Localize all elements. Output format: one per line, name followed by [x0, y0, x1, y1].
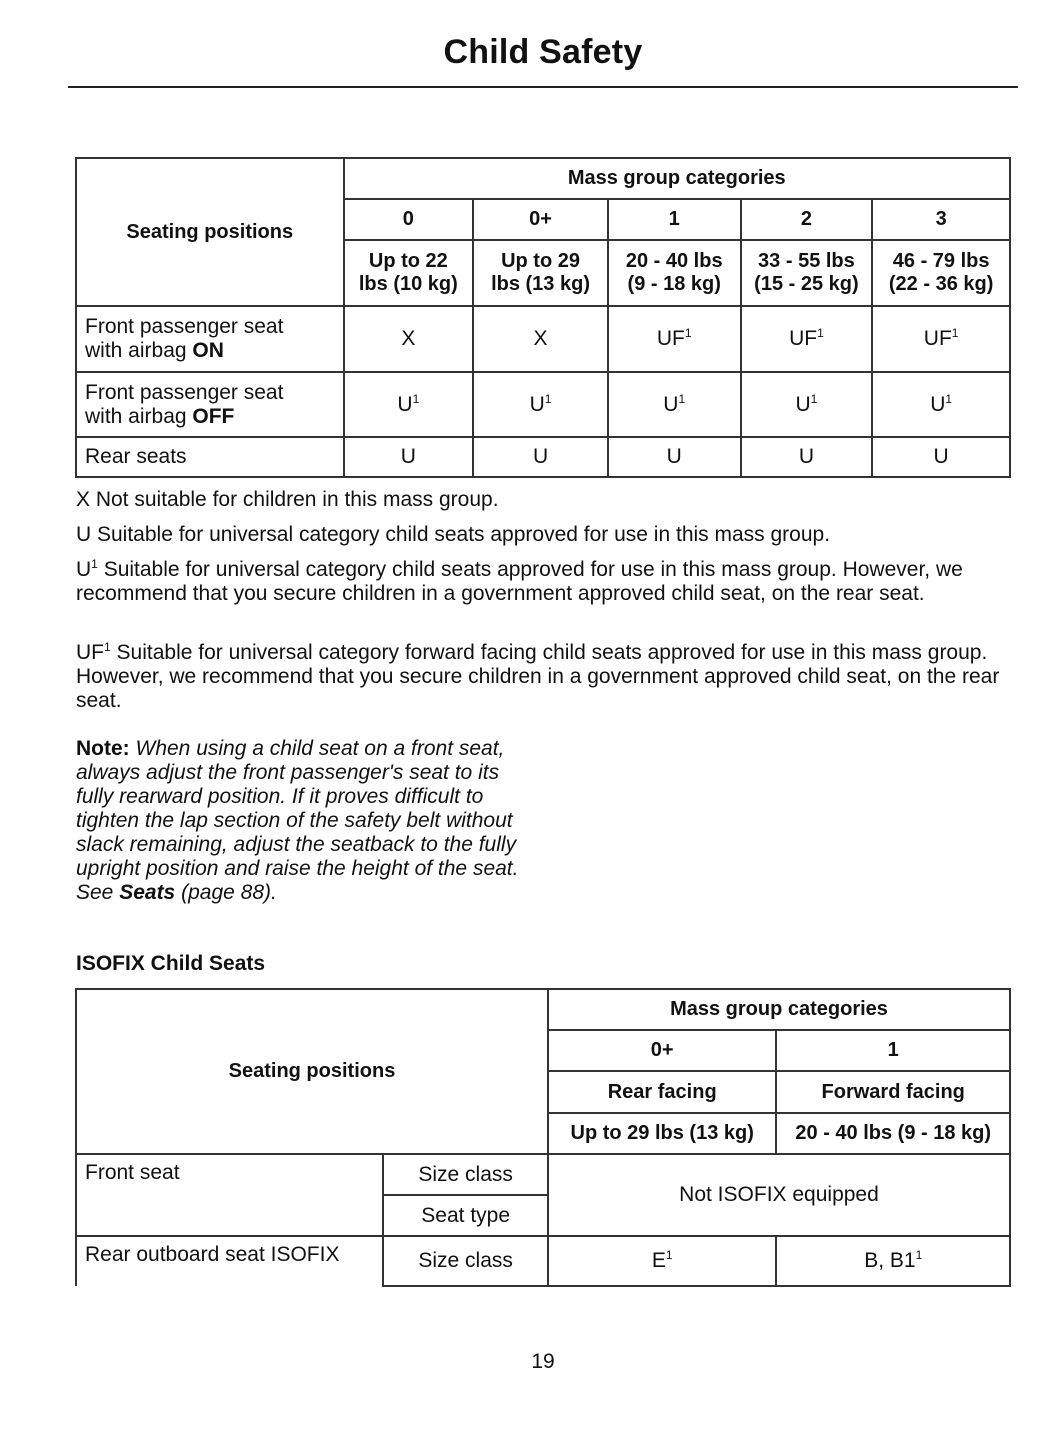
cell: $U^1$: [473, 372, 608, 437]
table-row: [76, 437, 1010, 477]
cell: $U^1$: [344, 372, 474, 437]
weight-range: Up to 22 lbs (10 kg): [344, 240, 474, 306]
cell: $UF^1$: [608, 306, 741, 372]
weight-range: 33 - 55 lbs (15 - 25 kg): [741, 240, 873, 306]
table-row: [76, 1236, 1010, 1286]
table-row: [76, 372, 1010, 437]
group-header: 3: [872, 199, 1010, 240]
page-number: 19: [531, 1350, 555, 1373]
table-row: [76, 1154, 1010, 1195]
row-label: Rear outboard seat ISOFIX: [76, 1236, 383, 1286]
cell: $UF^1$: [872, 306, 1010, 372]
legend-uf1: $UF^1$ Suitable for universal category forward facing child seats approved for use in this mass group. However, we recommend that you secure children in a government approved child seat, on the rear seat.: [76, 640, 1000, 712]
isofix-table: [75, 988, 1011, 1287]
group-header: 0+: [548, 1030, 776, 1071]
row-label: Front seat: [76, 1154, 383, 1236]
row-label: Front passenger seat with airbag OFF: [76, 372, 344, 437]
cell: X: [344, 306, 474, 372]
group-header: 0+: [473, 199, 608, 240]
cell: U: [608, 437, 741, 477]
weight-range: Up to 29 lbs (13 kg): [548, 1113, 776, 1154]
legend-x: X Not suitable for children in this mass group.: [76, 488, 499, 511]
group-header: 1: [608, 199, 741, 240]
cell: U: [344, 437, 474, 477]
legend-u: U Suitable for universal category child seats approved for use in this mass group.: [76, 523, 831, 546]
mass-group-header: Mass group categories: [344, 158, 1011, 199]
row-label: Rear seats: [76, 437, 344, 477]
child-seat-suitability-table: [75, 157, 1011, 478]
weight-range: 20 - 40 lbs (9 - 18 kg): [608, 240, 741, 306]
seating-positions-header: Seating positions: [76, 989, 548, 1154]
cell: B, $B1^1$: [776, 1236, 1010, 1286]
weight-range: Up to 29 lbs (13 kg): [473, 240, 608, 306]
cell: $U^1$: [608, 372, 741, 437]
group-header: 1: [776, 1030, 1010, 1071]
facing-header: Rear facing: [548, 1071, 776, 1113]
facing-header: Forward facing: [776, 1071, 1010, 1113]
note-paragraph: Note: When using a child seat on a front seat, always adjust the front passenger's seat to its fully rearward position. If it proves difficult to tighten the lap section of the safety belt without slack remaining, adjust the seatback to the fully upright position and raise the height of the seat. See Seats (page 88).: [76, 737, 519, 904]
group-header: 2: [741, 199, 873, 240]
cell: U: [473, 437, 608, 477]
not-equipped-cell: Not ISOFIX equipped: [548, 1154, 1010, 1236]
isofix-heading: ISOFIX Child Seats: [76, 952, 266, 975]
page-title: Child Safety: [443, 33, 643, 71]
cell: $UF^1$: [741, 306, 873, 372]
table-row: [76, 306, 1010, 372]
weight-range: 20 - 40 lbs (9 - 18 kg): [776, 1113, 1010, 1154]
mass-group-header: Mass group categories: [548, 989, 1010, 1030]
seats-link[interactable]: Seats: [119, 881, 176, 904]
cell: $U^1$: [741, 372, 873, 437]
title-divider: [68, 86, 1018, 88]
size-class-label: Size class: [383, 1236, 548, 1286]
cell: $U^1$: [872, 372, 1010, 437]
weight-range: 46 - 79 lbs (22 - 36 kg): [872, 240, 1010, 306]
size-class-label: Size class: [383, 1154, 548, 1195]
seating-positions-header: Seating positions: [76, 158, 344, 306]
cell: U: [872, 437, 1010, 477]
legend-u1: $U^1$ Suitable for universal category child seats approved for use in this mass group. However, we recommend that you secure children in a government approved child seat, on the rear seat.: [76, 557, 963, 605]
cell: X: [473, 306, 608, 372]
cell: U: [741, 437, 873, 477]
row-label: Front passenger seat with airbag ON: [76, 306, 344, 372]
cell: $E^1$: [548, 1236, 776, 1286]
group-header: 0: [344, 199, 474, 240]
seat-type-label: Seat type: [383, 1195, 548, 1236]
